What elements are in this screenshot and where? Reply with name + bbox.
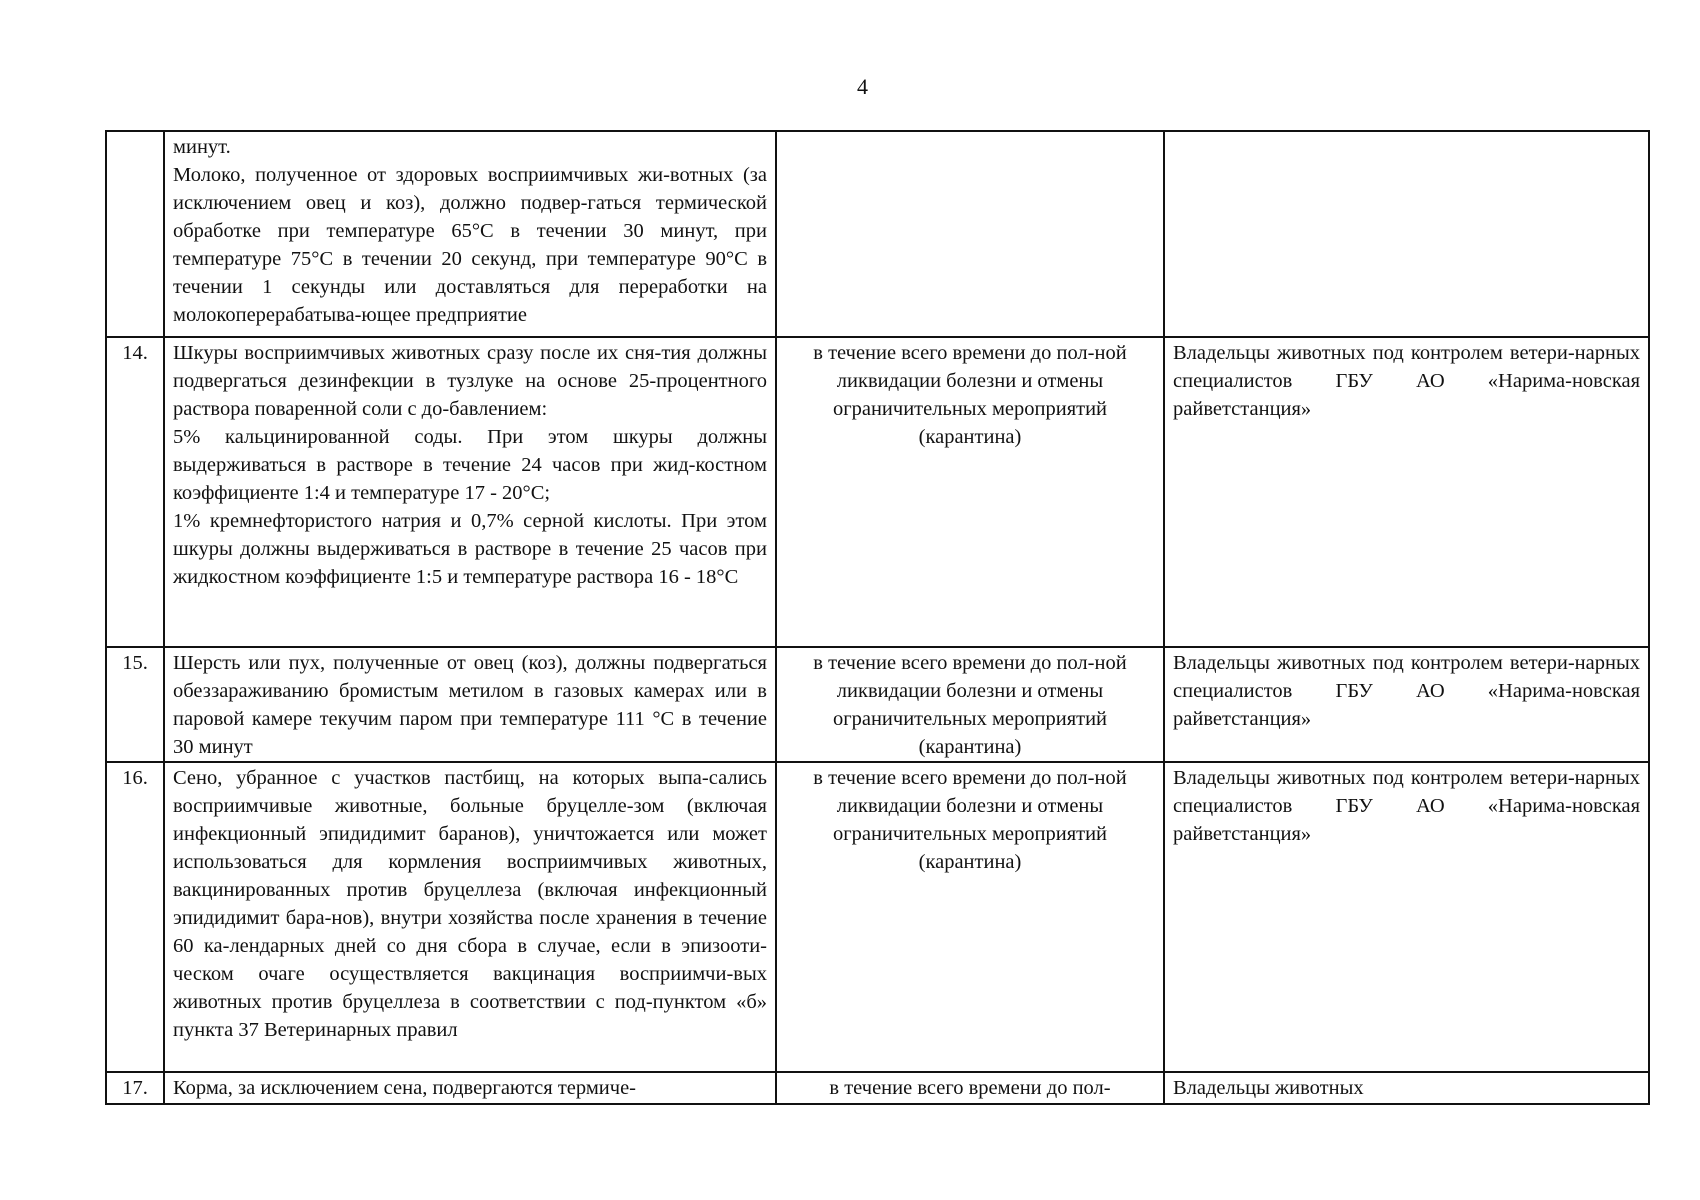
responsible-cell	[1164, 131, 1649, 337]
measure-paragraph: Шкуры восприимчивых животных сразу после их сня-тия должны подвергаться дезинфекции в тузлуке на основе 25-процентного раствора поваренной соли с до-бавлением:	[173, 342, 767, 420]
row-number: 15.	[106, 647, 164, 762]
row-number: 14.	[106, 337, 164, 647]
measure-cell	[164, 647, 776, 762]
term-cell: в течение всего времени до пол-	[776, 1072, 1164, 1104]
term-cell	[776, 131, 1164, 337]
table-row	[106, 647, 1649, 762]
row-number: 17.	[106, 1072, 164, 1104]
row-number: 16.	[106, 762, 164, 1072]
page-number: 4	[857, 74, 868, 99]
measure-paragraph: минут.	[173, 136, 231, 158]
table-row	[106, 131, 1649, 337]
table-row	[106, 337, 1649, 647]
table-row	[106, 762, 1649, 1072]
measures-table	[105, 130, 1650, 1105]
measure-cell	[164, 1072, 776, 1104]
measure-paragraph: 5% кальцинированной соды. При этом шкуры должны выдерживаться в растворе в течение 24 часов при жид-костном коэффициенте 1:4 и температуре 17 - 20°С;	[173, 426, 767, 504]
term-cell: в течение всего времени до пол-ной ликвидации болезни и отмены ограничительных мероприятий (карантина)	[776, 647, 1164, 762]
responsible-cell: Владельцы животных	[1164, 1072, 1649, 1104]
responsible-cell: Владельцы животных под контролем ветери-нарных специалистов ГБУ АО «Нарима-новская райветстанция»	[1164, 762, 1649, 1072]
measure-cell	[164, 337, 776, 647]
term-cell: в течение всего времени до пол-ной ликвидации болезни и отмены ограничительных мероприятий (карантина)	[776, 762, 1164, 1072]
measure-paragraph: 1% кремнефтористого натрия и 0,7% серной кислоты. При этом шкуры должны выдерживаться в растворе в течение 25 часов при жидкостном коэффициенте 1:5 и температуре раствора 16 - 18°С	[173, 510, 767, 588]
measure-paragraph: Корма, за исключением сена, подвергаются термиче-	[173, 1077, 637, 1099]
responsible-cell: Владельцы животных под контролем ветери-нарных специалистов ГБУ АО «Нарима-новская райветстанция»	[1164, 337, 1649, 647]
measure-paragraph: Молоко, полученное от здоровых восприимчивых жи-вотных (за исключением овец и коз), должно подвер-гаться термической обработке при температуре 65°С в течении 30 минут, при температуре 75°С в течении 20 секунд, при температуре 90°С в течении 1 секунды или доставляться для переработки на молокоперерабатыва-ющее предприятие	[173, 164, 767, 326]
measure-paragraph: Шерсть или пух, полученные от овец (коз), должны подвергаться обеззараживанию бромистым метилом в газовых камерах или в паровой камере текучим паром при температуре 111 °С в течение 30 минут	[173, 652, 767, 758]
measure-cell	[164, 762, 776, 1072]
row-number	[106, 131, 164, 337]
term-cell: в течение всего времени до пол-ной ликвидации болезни и отмены ограничительных мероприятий (карантина)	[776, 337, 1164, 647]
measure-paragraph: Сено, убранное с участков пастбищ, на которых выпа-сались восприимчивые животные, больные бруцелле-зом (включая инфекционный эпидидимит баранов), уничтожается или может использоваться для кормления восприимчивых животных, вакцинированных против бруцеллеза (включая инфекционный эпидидимит бара-нов), внутри хозяйства после хранения в течение 60 ка-лендарных дней со дня сбора в случае, если в эпизооти-ческом очаге осуществляется вакцинация восприимчи-вых животных против бруцеллеза в соответствии с под-пунктом «б» пункта 37 Ветеринарных правил	[173, 767, 767, 1041]
table-row	[106, 1072, 1649, 1104]
responsible-cell: Владельцы животных под контролем ветери-нарных специалистов ГБУ АО «Нарима-новская райветстанция»	[1164, 647, 1649, 762]
measure-cell	[164, 131, 776, 337]
